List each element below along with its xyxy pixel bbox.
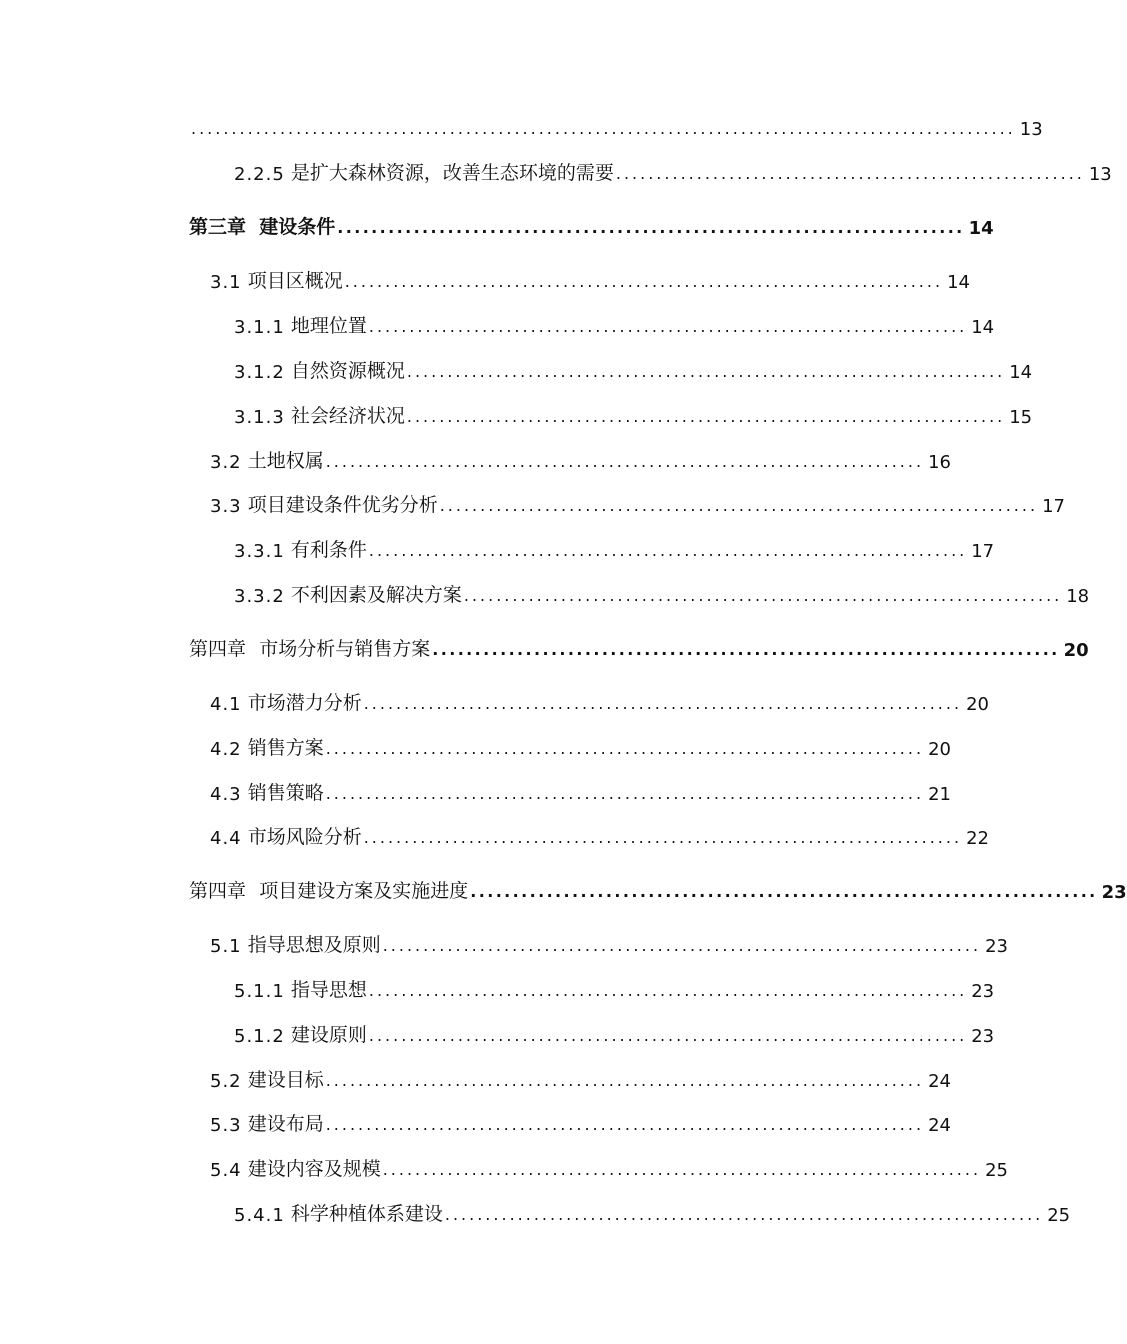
toc-title: 项目区概况 [247,270,343,292]
toc-entry[interactable] [234,1196,1071,1226]
toc-title: 建设原则 [290,1024,367,1046]
toc-entry[interactable] [210,1151,1008,1181]
toc-entry[interactable] [210,487,1065,517]
leader-dots: .......................................................................... [368,981,968,1000]
toc-page-number: 25 [1047,1205,1071,1226]
toc-title: 销售方案 [247,737,324,759]
toc-title: 社会经济状况 [290,405,405,427]
toc-number: 3.1.2 [234,362,285,383]
toc-page-number: 21 [928,784,951,805]
toc-chapter-number: 第四章 [189,880,247,902]
toc-page-number: 23 [971,981,995,1002]
leader-dots: .......................................................................... [406,362,1006,381]
toc-title: 销售策略 [247,782,324,804]
toc-title: 地理位置 [290,315,367,337]
toc-title: 指导思想及原则 [247,934,381,956]
toc-number: 3.1 [210,272,242,293]
toc-title: 有利条件 [290,539,367,561]
toc-number: 2.2.5 [234,164,285,185]
toc-page-number: 13 [1088,164,1112,185]
toc-chapter-number: 第三章 [189,216,247,238]
toc-number: 4.1 [210,694,242,715]
leader-dots: .......................................................................... [363,694,963,713]
leader-dots: .......................................................................... [406,407,1006,426]
toc-page-number: 15 [1009,407,1033,428]
toc-entry[interactable] [210,927,1008,957]
leader-dots: .......................................................................... [368,317,968,336]
toc-entry[interactable] [234,577,1090,607]
toc-page-number: 20 [928,739,951,760]
toc-page-number: 23 [1101,882,1127,903]
toc-number: 4.4 [210,828,242,849]
toc-entry[interactable] [210,1106,951,1136]
leader-dots: ...................................................................................................... [191,119,1016,138]
toc-entry[interactable] [234,972,995,1002]
toc-entry[interactable] [234,308,995,338]
toc-page-number: 24 [928,1071,951,1092]
toc-number: 5.1.2 [234,1026,285,1047]
toc-page-number: 20 [966,694,989,715]
toc-page-number: 23 [985,936,1008,957]
toc-number: 3.2 [210,452,242,473]
toc-title: 自然资源概况 [290,360,405,382]
toc-title: 科学种植体系建设 [290,1203,443,1225]
leader-dots: .......................................................................... [368,541,968,560]
toc-page-number: 24 [928,1115,951,1136]
leader-dots: .......................................................................... [432,640,1060,659]
toc-page-number: 25 [985,1160,1008,1181]
leader-dots: .......................................................................... [325,1115,925,1134]
toc-number: 3.1.1 [234,317,285,338]
toc-chapter[interactable] [189,209,994,239]
toc-number: 4.2 [210,739,242,760]
toc-title: 指导思想 [290,979,367,1001]
leader-dots: .......................................................................... [444,1205,1044,1224]
leader-dots: .......................................................................... [363,828,963,847]
toc-title: 建设目标 [247,1069,324,1091]
toc-title: 市场分析与销售方案 [259,638,431,660]
toc-page-number: 18 [1066,586,1090,607]
toc-entry[interactable] [210,443,951,473]
leader-dots: .......................................................................... [470,882,1098,901]
leader-dots: .......................................................................... [463,586,1063,605]
toc-entry[interactable] [210,730,951,760]
toc-page-number: 14 [968,218,994,239]
toc-title: 项目建设条件优劣分析 [247,494,438,516]
toc-title: 是扩大森林资源，改善生态环境的需要 [290,162,614,184]
toc-chapter-number: 第四章 [189,638,247,660]
toc-number: 5.2 [210,1071,242,1092]
toc-entry[interactable] [210,685,989,715]
toc-title: 建设条件 [259,216,336,238]
toc-page-number: 14 [947,272,970,293]
toc-title: 土地权属 [247,450,324,472]
toc-chapter[interactable] [189,873,1127,903]
toc-entry[interactable] [210,819,989,849]
toc-number: 5.3 [210,1115,242,1136]
toc-entry[interactable] [210,1062,951,1092]
leader-dots: .......................................................................... [382,936,982,955]
leader-dots: .......................................................... [615,164,1085,183]
leader-dots: .......................................................................... [382,1160,982,1179]
toc-page-number: 17 [1042,496,1065,517]
toc-title: 项目建设方案及实施进度 [259,880,469,902]
leader-dots: .......................................................................... [325,739,925,758]
leader-dots: .......................................................................... [325,452,925,471]
toc-number: 5.4 [210,1160,242,1181]
toc-title: 市场风险分析 [247,826,362,848]
toc-page-number: 13 [1019,119,1043,140]
toc-number: 3.1.3 [234,407,285,428]
toc-title: 市场潜力分析 [247,692,362,714]
toc-title: 建设内容及规模 [247,1158,381,1180]
toc-number: 4.3 [210,784,242,805]
toc-continuation-line [189,110,1043,140]
toc-page-number: 17 [971,541,995,562]
leader-dots: .......................................................................... [325,784,925,803]
toc-page-number: 22 [966,828,989,849]
toc-page-number: 20 [1063,640,1089,661]
toc-number: 3.3.2 [234,586,285,607]
toc-page-number: 14 [971,317,995,338]
leader-dots: .......................................................................... [439,496,1039,515]
toc-page-number: 16 [928,452,951,473]
leader-dots: .......................................................................... [325,1071,925,1090]
toc-number: 5.1 [210,936,242,957]
toc-entry[interactable] [234,532,995,562]
toc-title: 不利因素及解决方案 [290,584,462,606]
toc-entry[interactable] [234,398,1033,428]
toc-number: 3.3.1 [234,541,285,562]
toc-entry[interactable] [234,353,1033,383]
toc-entry[interactable] [210,775,951,805]
toc-entry[interactable] [210,263,970,293]
leader-dots: .......................................................................... [368,1026,968,1045]
toc-title: 建设布局 [247,1113,324,1135]
toc-number: 5.4.1 [234,1205,285,1226]
toc-page-number: 23 [971,1026,995,1047]
toc-number: 5.1.1 [234,981,285,1002]
toc-number: 3.3 [210,496,242,517]
leader-dots: .......................................................................... [337,218,965,237]
toc-page-number: 14 [1009,362,1033,383]
leader-dots: .......................................................................... [344,272,944,291]
toc-entry[interactable] [234,1017,995,1047]
toc-entry[interactable] [234,155,1112,185]
toc-chapter[interactable] [189,631,1089,661]
